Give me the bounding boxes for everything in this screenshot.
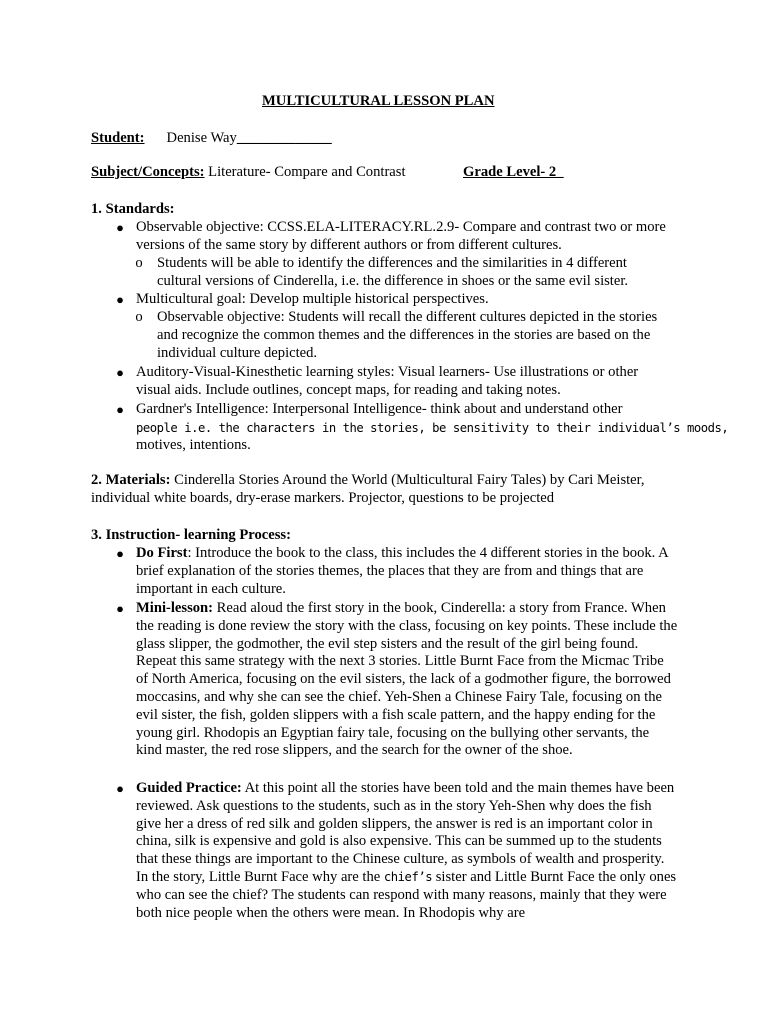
guided-practice-chief: chief’s bbox=[383, 869, 433, 884]
guided-practice-text-a: At this point all the stories have been told and the main themes have been reviewed. Ask questions to the students, such as in the story Yeh-Shen why does the fish give her a dress of red silk and golden slippers, the answer is red is an important color in china, silk is expensive and gold is also expensive. This can be summed up to the students that these things are important to the Chinese culture, as symbols of wealth and prosperity. In the story, Little Burnt Face why are the bbox=[136, 780, 675, 885]
materials-text-line-1: Cinderella Stories Around the World (Multicultural Fairy Tales) by Cari Meister, bbox=[174, 472, 645, 488]
page-title: MULTICULTURAL LESSON PLAN bbox=[262, 93, 495, 109]
student-line bbox=[91, 130, 332, 148]
sub-bullet-icon: o bbox=[135, 255, 143, 271]
bullet-icon: ● bbox=[116, 781, 124, 796]
subject-line bbox=[91, 164, 406, 182]
objective-sub-bullet: Students will be able to identify the differences and the similarities in 4 different cultural versions of Cinderella, i.e. the difference in shoes or the same evil sister. bbox=[157, 255, 629, 289]
bullet-icon: ● bbox=[116, 601, 124, 616]
grade-level: Grade Level- 2_ bbox=[463, 164, 564, 180]
do-first-text: : Introduce the book to the class, this includes the 4 different stories in the book. A brief explanation of the stories themes, the places that they are from and things that are important in each culture. bbox=[136, 545, 668, 597]
subject-label: Subject/Concepts: bbox=[91, 164, 205, 180]
sub-bullet-icon: o bbox=[135, 309, 143, 325]
bullet-icon: ● bbox=[116, 546, 124, 561]
gardner-bullet-line-1: Gardner's Intelligence: Interpersonal Intelligence- think about and understand other bbox=[136, 401, 623, 417]
standards-heading: 1. Standards: bbox=[91, 201, 175, 217]
mini-lesson-bullet bbox=[136, 600, 678, 760]
materials-heading: 2. Materials: bbox=[91, 472, 171, 488]
bullet-icon: ● bbox=[116, 365, 124, 380]
student-label: Student: bbox=[91, 130, 145, 146]
multicultural-goal-bullet: Multicultural goal: Develop multiple historical perspectives. bbox=[136, 291, 489, 307]
guided-practice-lead: Guided Practice: bbox=[136, 780, 242, 796]
materials-text-line-2: individual white boards, dry-erase markers. Projector, questions to be projected bbox=[91, 490, 555, 506]
subject-value: Literature- Compare and Contrast bbox=[208, 164, 406, 180]
student-name: Denise Way bbox=[166, 130, 237, 146]
learning-styles-bullet: Auditory-Visual-Kinesthetic learning styles: Visual learners- Use illustrations or other visual aids. Include outlines, concept maps, for reading and taking notes. bbox=[136, 364, 639, 398]
student-blank-line: _____________ bbox=[236, 130, 332, 146]
guided-practice-bullet bbox=[136, 780, 678, 922]
do-first-bullet bbox=[136, 545, 678, 598]
gardner-bullet-line-3: motives, intentions. bbox=[136, 437, 251, 453]
do-first-lead: Do First bbox=[136, 545, 188, 561]
objective-2-sub-bullet: Observable objective: Students will recall the different cultures depicted in the stories and recognize the common themes and the differences in the stories are based on the individual culture depicted. bbox=[157, 309, 658, 361]
objective-bullet: Observable objective: CCSS.ELA-LITERACY.RL.2.9- Compare and contrast two or more versions of the same story by different authors or from different cultures. bbox=[136, 219, 666, 253]
guided-practice-text-b: sister and Little Burnt Face the only ones who can see the chief? The students can respond with many reasons, mainly that they were both nice people when the others were mean. In Rhodopis why are bbox=[136, 868, 677, 921]
bullet-icon: ● bbox=[116, 292, 124, 307]
mini-lesson-text: Read aloud the first story in the book, Cinderella: a story from France. When the reading is done review the story with the class, focusing on key points. These include the glass slipper, the godmother, the evil step sisters and the result of the girl being found. Repeat this same strategy with the next 3 stories. Little Burnt Face from the Micmac Tribe of North America, focusing on the evil sisters, the lack of a godmother figure, the borrowed moccasins, and why she can see the chief. Yeh-Shen a Chinese Fairy Tale, focusing on the evil sister, the fish, golden slippers with a fish scale pattern, and the happy ending for the young girl. Rhodopis an Egyptian fairy tale, focusing on the bullying other servants, the kind master, the red rose slippers, and the search for the owner of the shoe. bbox=[136, 600, 678, 759]
bullet-icon: ● bbox=[116, 402, 124, 417]
bullet-icon: ● bbox=[116, 220, 124, 235]
instruction-heading: 3. Instruction- learning Process: bbox=[91, 527, 291, 543]
mini-lesson-lead: Mini-lesson: bbox=[136, 600, 214, 616]
materials-paragraph bbox=[91, 472, 645, 490]
gardner-bullet-line-2: people i.e. the characters in the stories, be sensitivity to their individual’s moods, bbox=[136, 421, 729, 435]
